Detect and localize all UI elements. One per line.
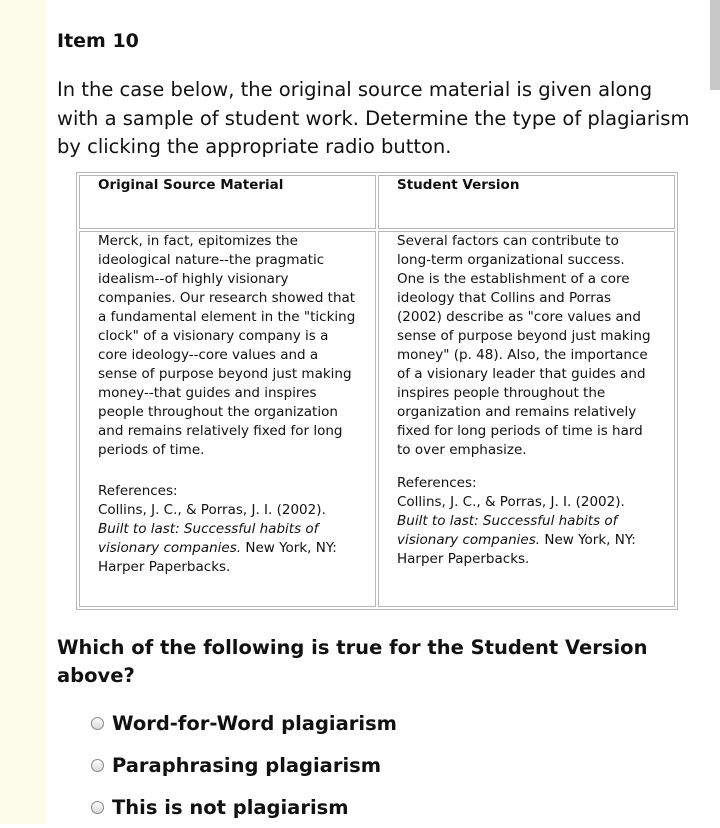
instructions-text: In the case below, the original source material is given along with a sample of student work. Determine the type of plagiarism by clicking the appropriate radio button. bbox=[57, 78, 690, 158]
scrollbar-thumb[interactable] bbox=[710, 0, 720, 90]
radio-button[interactable] bbox=[91, 717, 104, 730]
option-label[interactable]: Paraphrasing plagiarism bbox=[112, 753, 382, 777]
reference-title: Built to last: Successful habits of visionary companies. bbox=[397, 513, 618, 548]
student-references bbox=[397, 474, 656, 569]
radio-button[interactable] bbox=[91, 801, 104, 814]
item-title: Item 10 bbox=[57, 30, 139, 52]
reference-publisher: New York, NY: Harper Paperbacks. bbox=[397, 532, 636, 567]
header-original-source: Original Source Material bbox=[79, 175, 376, 229]
question-text: Which of the following is true for the Student Version above? bbox=[57, 636, 648, 687]
header-student-version: Student Version bbox=[378, 175, 675, 229]
option-not-plagiarism[interactable] bbox=[91, 786, 397, 828]
reference-title: Built to last: Successful habits of visionary companies. bbox=[98, 521, 319, 556]
answer-options bbox=[91, 702, 397, 828]
option-label[interactable]: This is not plagiarism bbox=[112, 795, 349, 819]
references-label: References: bbox=[397, 475, 477, 491]
option-label[interactable]: Word-for-Word plagiarism bbox=[112, 711, 397, 735]
original-source-text: Merck, in fact, epitomizes the ideological nature--the pragmatic idealism--of highly visionary companies. Our research showed that a fundamental element in the "ticking clock" of a visionary company is a core ideology--core values and a sense of purpose beyond just making money--that guides and inspires people throughout the organization and remains relatively fixed for long periods of time. bbox=[98, 233, 356, 458]
original-references bbox=[98, 482, 357, 577]
source-comparison-table bbox=[76, 172, 678, 610]
radio-button[interactable] bbox=[91, 759, 104, 772]
table-header-row bbox=[79, 175, 675, 229]
option-paraphrasing[interactable] bbox=[91, 744, 397, 786]
original-source-cell bbox=[79, 231, 376, 607]
option-word-for-word[interactable] bbox=[91, 702, 397, 744]
reference-authors: Collins, J. C., & Porras, J. I. (2002). bbox=[98, 502, 326, 518]
reference-publisher: New York, NY: Harper Paperbacks. bbox=[98, 540, 337, 575]
references-label: References: bbox=[98, 483, 178, 499]
student-version-cell bbox=[378, 231, 675, 607]
left-margin-strip bbox=[0, 0, 46, 824]
student-version-text: Several factors can contribute to long-term organizational success. One is the establishment of a core ideology that Collins and Porras (2002) describe as "core values and sense of purpose beyond just making money" (p. 48). Also, the importance of a visionary leader that guides and inspires people throughout the organization and remains relatively fixed for long periods of time is hard to over emphasize. bbox=[397, 233, 651, 458]
table-body-row bbox=[79, 231, 675, 607]
reference-authors: Collins, J. C., & Porras, J. I. (2002). bbox=[397, 494, 625, 510]
